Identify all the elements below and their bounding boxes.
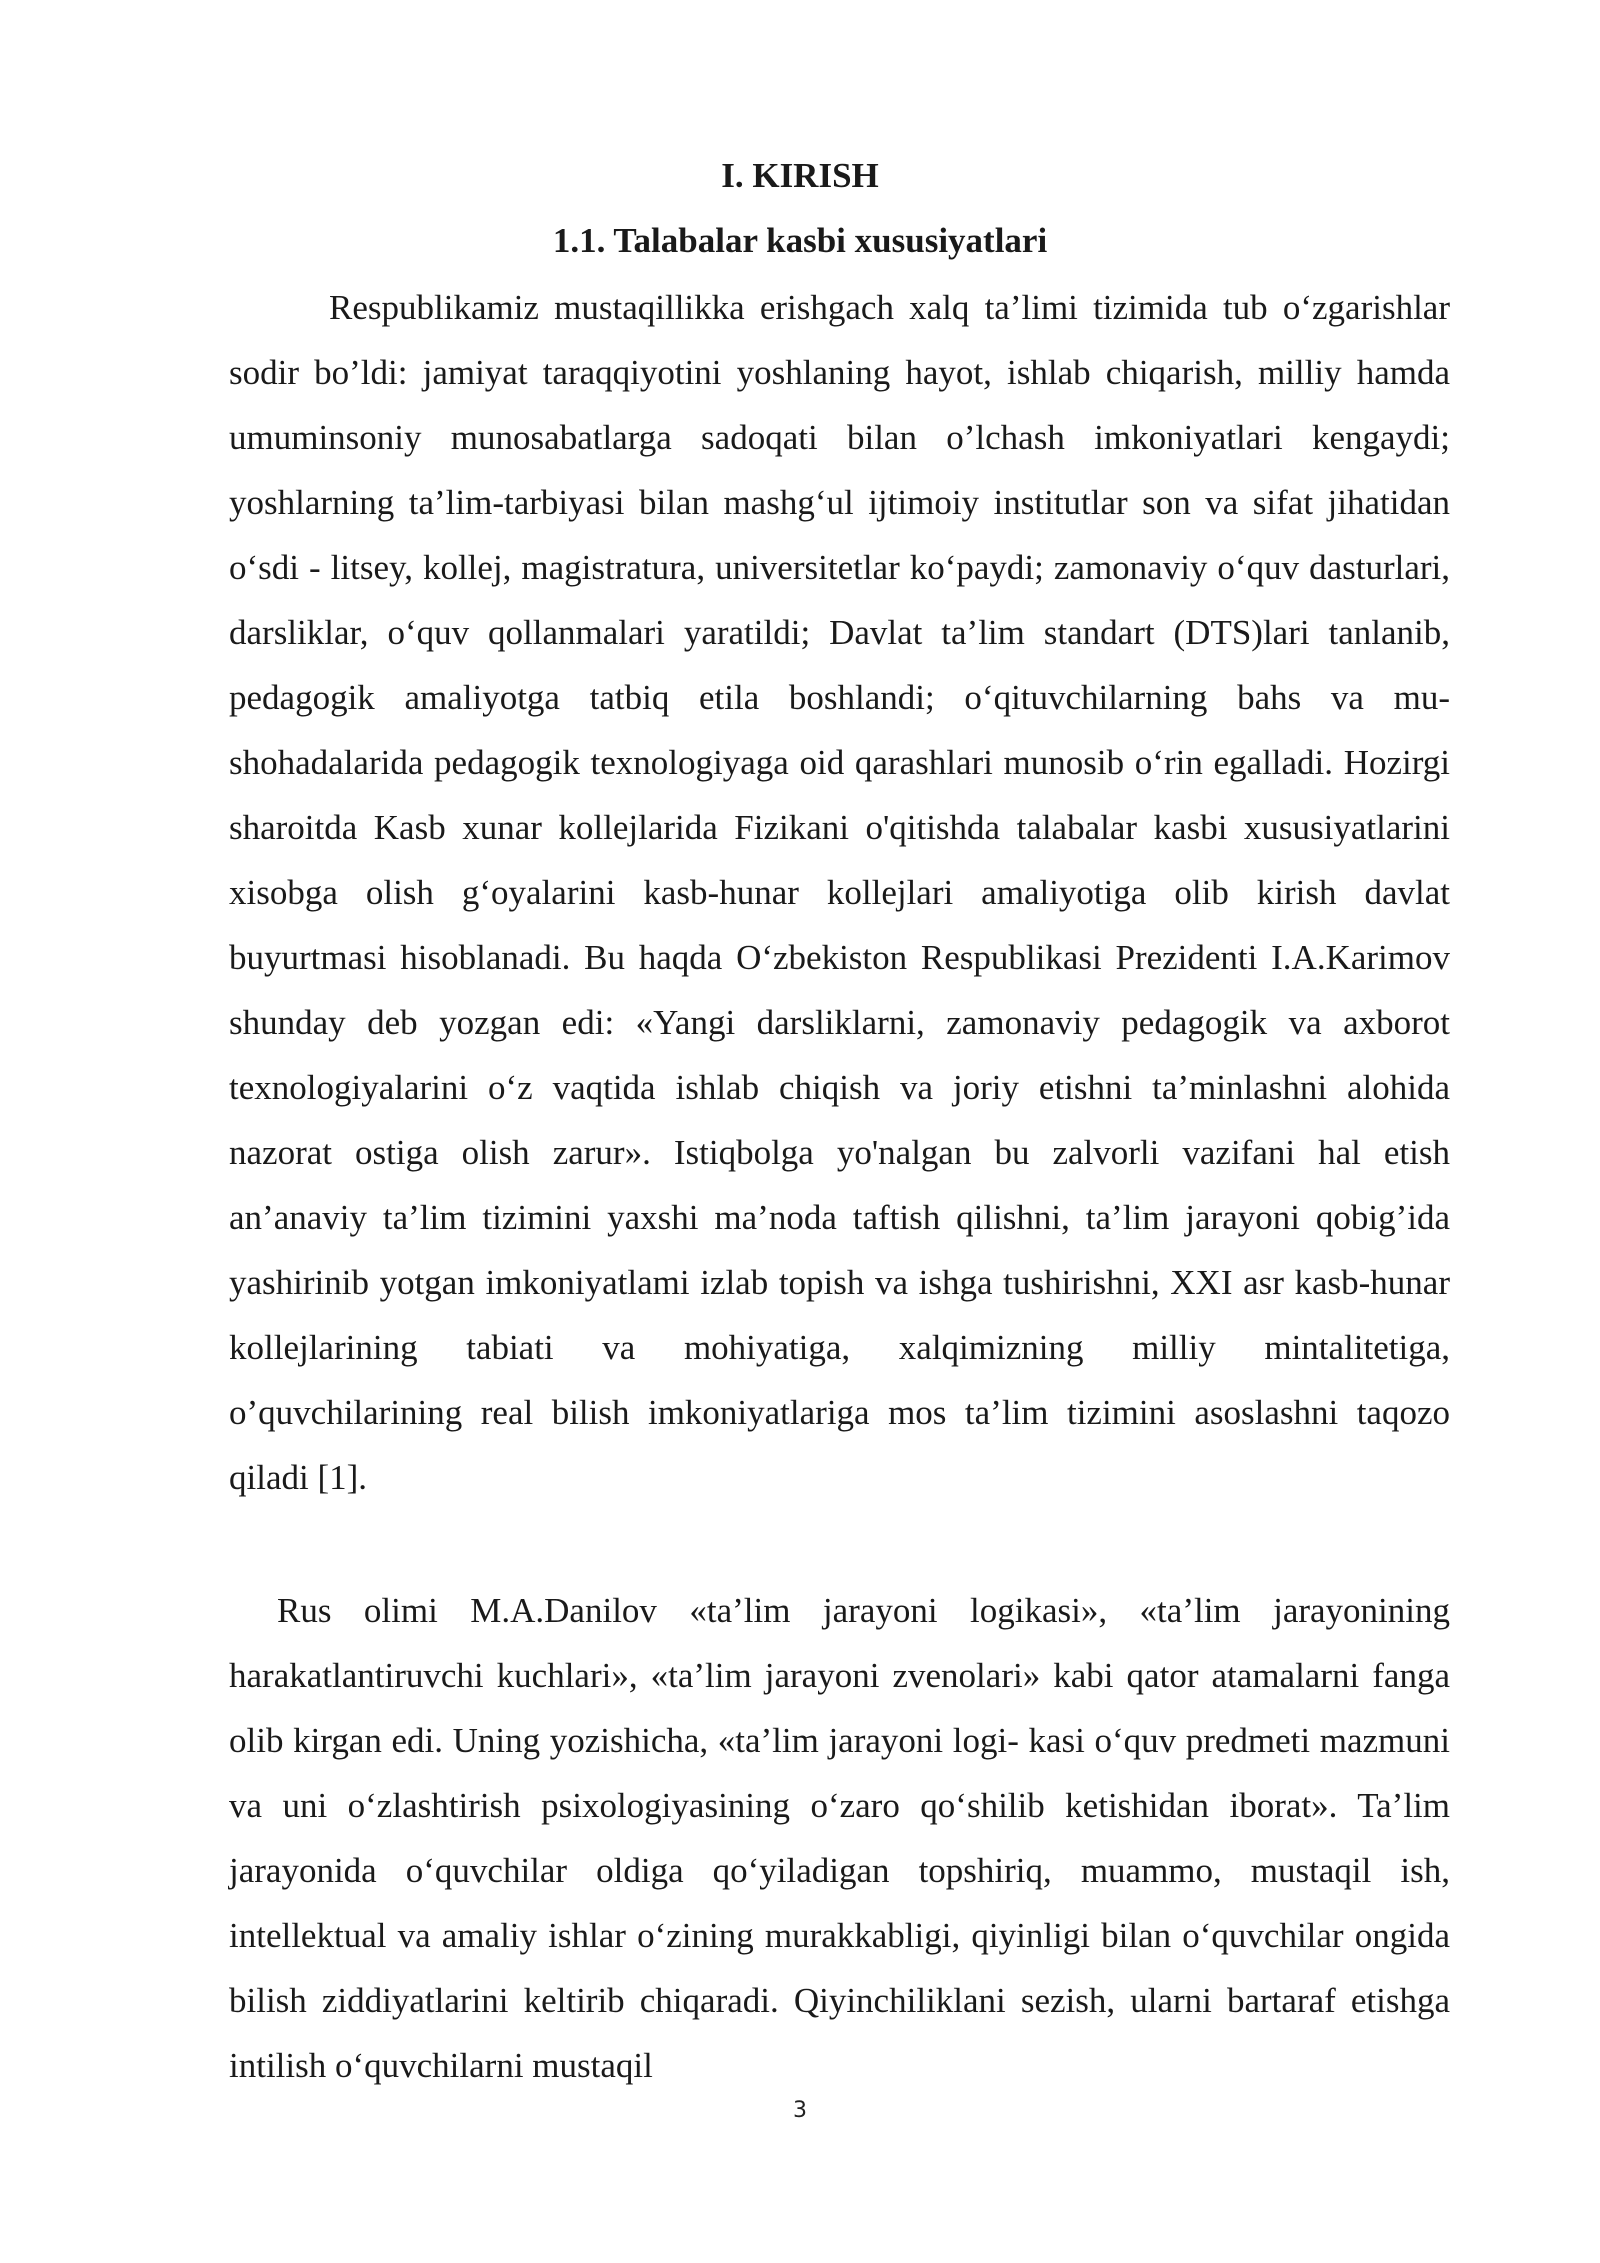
page-number: 3 [793,2098,807,2123]
paragraph-1: Respublikamiz mustaqillikka erishgach xalq ta’limi tizimida tub o‘zgarishlar sodir bo’ldi: jamiyat taraqqiyotini yoshlaning hayot, ishlab chiqarish, milliy hamda umuminsoniy munosabatlarga sadoqati bilan o’lchash imkoniyatlari kengaydi; yoshlarning ta’lim-tarbiyasi bilan mashg‘ul ijtimoiy institutlar son va sifat jihatidan o‘sdi - litsey, kollej, magistratura, universitetlar ko‘paydi; zamonaviy o‘quv dasturlari, darsliklar, o‘quv qollanmalari yaratildi; Davlat ta’lim standart (DTS)lari tanlanib, pedagogik amaliyotga tatbiq etila boshlandi; o‘qituvchilarning bahs va mu- shohadalarida pedagogik texnologiyaga oid qarashlari munosib o‘rin egalladi. Hozirgi sharoitda Kasb xunar kollejlarida Fizikani o'qitishda talabalar kasbi xususiyatlarini xisobga olish g‘oyalarini kasb-hunar kollejlari amaliyotiga olib kirish davlat buyurtmasi hisoblanadi. Bu haqda O‘zbekiston Respublikasi Prezidenti I.A.Karimov shunday deb yozgan edi: «Yangi darsliklarni, zamonaviy pedagogik va axborot texnologiyalarini o‘z vaqtida ishlab chiqish va joriy etishni ta’minlashni alohida nazorat ostiga olish zarur». Istiqbolga yo'nalgan bu zalvorli vazifani hal etish an’anaviy ta’lim tizimini yaxshi ma’noda taftish qilishni, ta’lim jarayoni qobig’ida yashirinib yotgan imkoniyatlami izlab topish va ishga tushirishni, XXI asr kasb-hunar kollejlarining tabiati va mohiyatiga, xalqimizning milliy mintalitetiga, o’quvchilarining real bilish imkoniyatlariga mos ta’lim tizimini asoslashni taqozo qiladi [1]. [229,288,1450,1497]
chapter-heading: I. KIRISH [721,156,879,195]
paragraph-2: Rus olimi M.A.Danilov «ta’lim jarayoni logikasi», «ta’lim jarayonining harakatlantiruvchi kuchlari», «ta’lim jarayoni zvenolari» kabi qator atamalarni fanga olib kirgan edi. Uning yozishicha, «ta’lim jarayoni logi- kasi o‘quv predmeti mazmuni va uni o‘zlashtirish psixologiyasining o‘zaro qo‘shilib ketishidan iborat». Ta’lim jarayonida o‘quvchilar oldiga qo‘yiladigan topshiriq, muammo, mustaqil ish, intellektual va amaliy ishlar o‘zining murakkabligi, qiyinligi bilan o‘quvchilar ongida bilish ziddiyatlarini keltirib chiqaradi. Qiyinchiliklani sezish, ularni bartaraf etishga intilish o‘quvchilarni mustaqil [229,1591,1450,2085]
section-heading: 1.1. Talabalar kasbi xususiyatlari [552,221,1048,260]
